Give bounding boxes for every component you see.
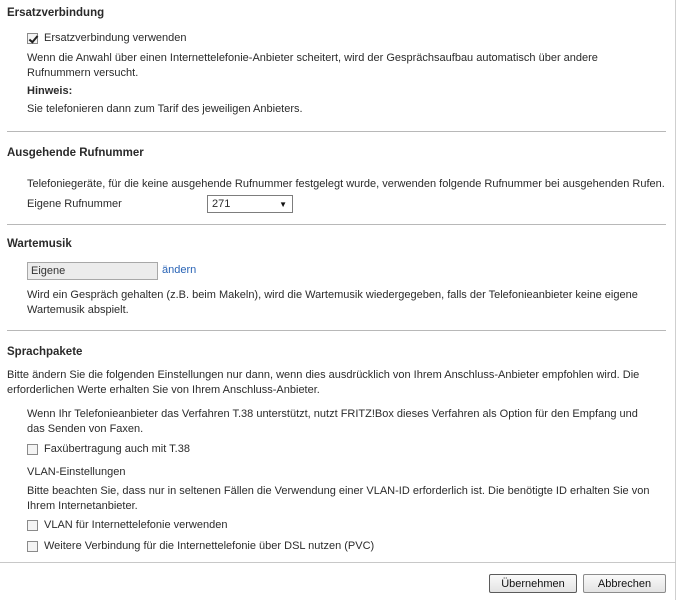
speech-intro-line1: Bitte ändern Sie die folgenden Einstellungen nur dann, wenn dies ausdrücklich von Ihrem Anschluss-Anbieter empfohlen wird. Die [7,369,640,381]
outgoing-description: Telefoniegeräte, für die keine ausgehende Rufnummer festgelegt wurde, verwenden folgende Rufnummer bei ausgehenden Rufen. [27,178,665,190]
apply-button[interactable]: Übernehmen [489,574,577,593]
vlan-checkbox-label: VLAN für Internettelefonie verwenden [44,519,228,531]
ersatz-description [27,51,598,81]
ersatz-description-line2: Rufnummern versucht. [27,67,139,79]
vlan-description-line1: Bitte beachten Sie, dass nur in seltenen Fällen die Verwendung einer VLAN-ID erforderlich ist. Die benötigte ID erhalten Sie von [27,485,650,497]
eigene-rufnummer-label: Eigene Rufnummer [27,198,122,210]
ersatzverbindung-checkbox[interactable] [27,33,38,44]
footer-divider [0,562,676,563]
speech-intro-line2: erforderlichen Werte erhalten Sie von Ihrem Anschluss-Anbieter. [7,384,320,396]
fax-t38-checkbox-label: Faxübertragung auch mit T.38 [44,443,190,455]
music-description [27,288,638,318]
section-title-wartemusik: Wartemusik [7,238,72,250]
divider [7,224,666,225]
vlan-description [27,484,649,514]
t38-description [27,407,638,437]
hint-title: Hinweis: [27,85,73,97]
pvc-checkbox-row[interactable] [27,539,374,553]
ersatzverbindung-checkbox-label: Ersatzverbindung verwenden [44,32,187,44]
wartemusik-field [27,262,158,280]
t38-description-line2: das Senden von Faxen. [27,423,144,435]
speech-intro [7,368,639,398]
dropdown-arrow-icon: ▼ [279,199,287,209]
t38-description-line1: Wenn Ihr Telefonieanbieter das Verfahren T.38 unterstützt, nutzt FRITZ!Box dieses Verfahren als Option für den Empfang und [27,408,638,420]
divider [7,330,666,331]
ersatz-description-line1: Wenn die Anwahl über einen Internettelefonie-Anbieter scheitert, wird der Gesprächsaufbau automatisch über andere [27,52,598,64]
music-description-line2: Wartemusik abspielt. [27,304,129,316]
section-title-ausgehende-rufnummer: Ausgehende Rufnummer [7,147,144,159]
pvc-checkbox-label: Weitere Verbindung für die Internettelefonie über DSL nutzen (PVC) [44,540,375,552]
wartemusik-change-link[interactable]: ändern [162,264,197,276]
ersatzverbindung-checkbox-row[interactable] [27,31,186,45]
vlan-checkbox[interactable] [27,520,38,531]
pvc-checkbox[interactable] [27,541,38,552]
eigene-rufnummer-select[interactable] [207,195,293,213]
hint-text: Sie telefonieren dann zum Tarif des jeweiligen Anbieters. [27,103,303,115]
eigene-rufnummer-value: 271 [212,198,231,210]
vlan-checkbox-row[interactable] [27,518,227,532]
fax-t38-checkbox-row[interactable] [27,442,190,456]
section-title-sprachpakete: Sprachpakete [7,346,83,358]
vlan-title: VLAN-Einstellungen [27,466,126,478]
fax-t38-checkbox[interactable] [27,444,38,455]
cancel-button[interactable]: Abbrechen [583,574,666,593]
divider [7,131,666,132]
music-description-line1: Wird ein Gespräch gehalten (z.B. beim Makeln), wird die Wartemusik wiedergegeben, falls der Telefonieanbieter keine eigene [27,289,638,301]
wartemusik-field-value: Eigene [31,265,66,277]
section-title-ersatzverbindung: Ersatzverbindung [7,7,105,19]
vlan-description-line2: Ihrem Internetanbieter. [27,500,138,512]
